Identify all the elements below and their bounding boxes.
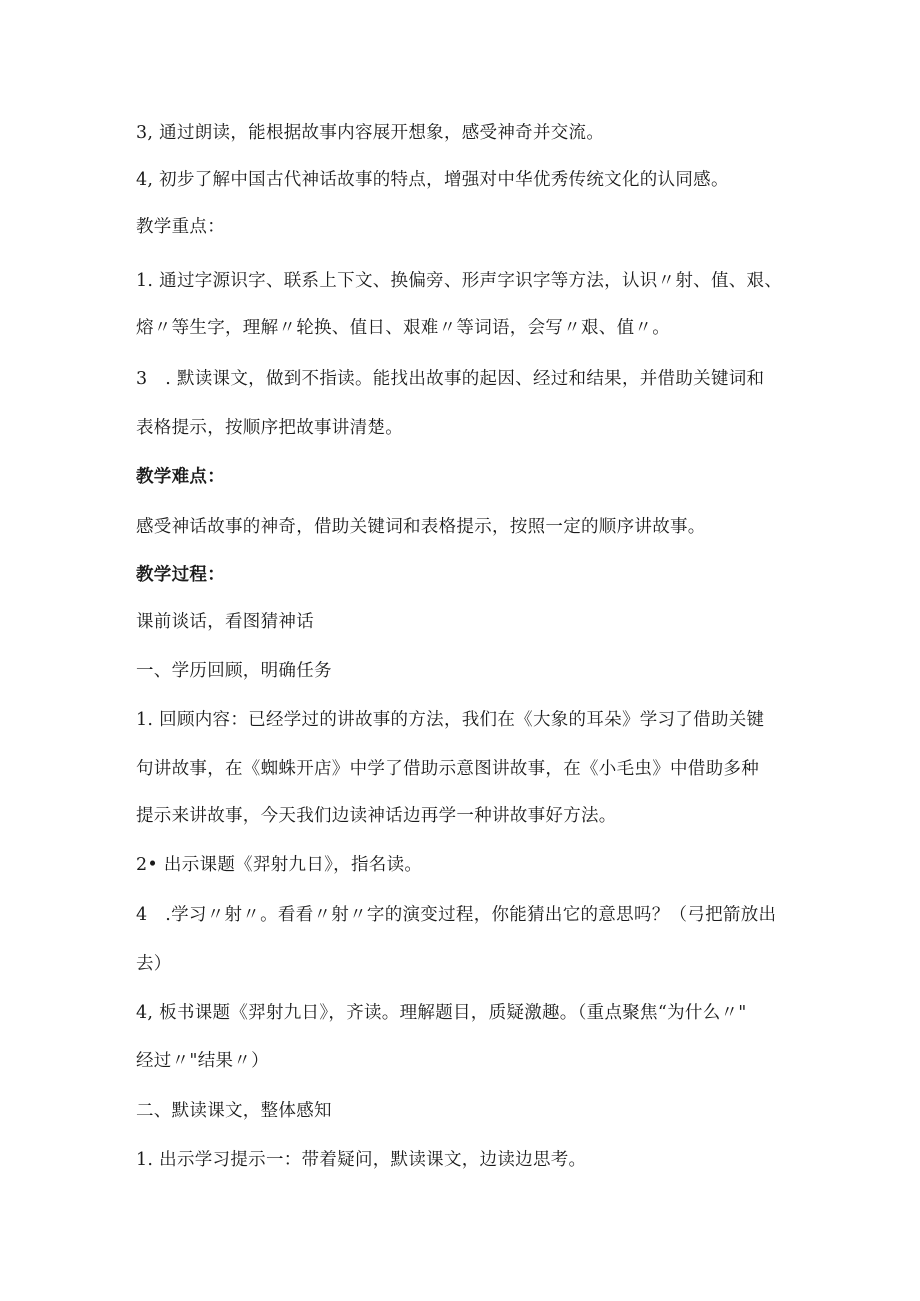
section-2-heading: 二、默读课文，整体感知 — [136, 1101, 332, 1121]
heading-process: 教学过程： — [136, 565, 225, 585]
objective-3: 3, 通过朗读，能根据故事内容展开想象，感受神奇并交流。 — [136, 123, 605, 143]
review-line-2: 句讲故事，在《蜘蛛开店》中学了借助示意图讲故事，在《小毛虫》中借助多种 — [136, 759, 759, 779]
review-line-3: 提示来讲故事，今天我们边读神话边再学一种讲故事好方法。 — [136, 806, 617, 826]
review-line-1: 1. 回顾内容：已经学过的讲故事的方法，我们在《大象的耳朵》学习了借助关键 — [136, 710, 765, 730]
key-point-1-line-2: 熔〃等生字，理解〃轮换、值日、艰难〃等词语，会写〃艰、值〃。 — [136, 318, 670, 338]
step-learn-she-line-1: 4 .学习〃射〃。看看〃射〃字的演变过程，你能猜出它的意思吗？（弓把箭放出 — [136, 905, 777, 925]
section-1-heading: 一、学历回顾，明确任务 — [136, 661, 332, 681]
step-2-show-title: 2• 出示课题《羿射九日》，指名读。 — [136, 855, 423, 875]
step-learn-she-line-2: 去） — [136, 954, 172, 974]
heading-key-points: 教学重点： — [136, 217, 225, 237]
objective-4: 4, 初步了解中国古代神话故事的特点，增强对中华优秀传统文化的认同感。 — [136, 170, 729, 190]
key-point-1-line-1: 1. 通过字源识字、联系上下文、换偏旁、形声字识字等方法，认识〃射、值、艰、 — [136, 271, 783, 291]
step-4-board-line-1: 4, 板书课题《羿射九日》，齐读。理解题目，质疑激趣。（重点聚焦“为什么〃" — [136, 1003, 747, 1023]
section-2-step-1: 1. 出示学习提示一：带着疑问，默读课文，边读边思考。 — [136, 1150, 587, 1170]
pre-class-talk: 课前谈话，看图猜神话 — [136, 612, 314, 632]
key-point-3-line-2: 表格提示，按顺序把故事讲清楚。 — [136, 418, 403, 438]
difficulty-text: 感受神话故事的神奇，借助关键词和表格提示，按照一定的顺序讲故事。 — [136, 517, 706, 537]
heading-difficulties: 教学难点： — [136, 467, 225, 487]
step-4-board-line-2: 经过〃"结果〃） — [136, 1051, 269, 1071]
key-point-3-line-1: 3 . 默读课文，做到不指读。能找出故事的起因、经过和结果，并借助关键词和 — [136, 369, 765, 389]
